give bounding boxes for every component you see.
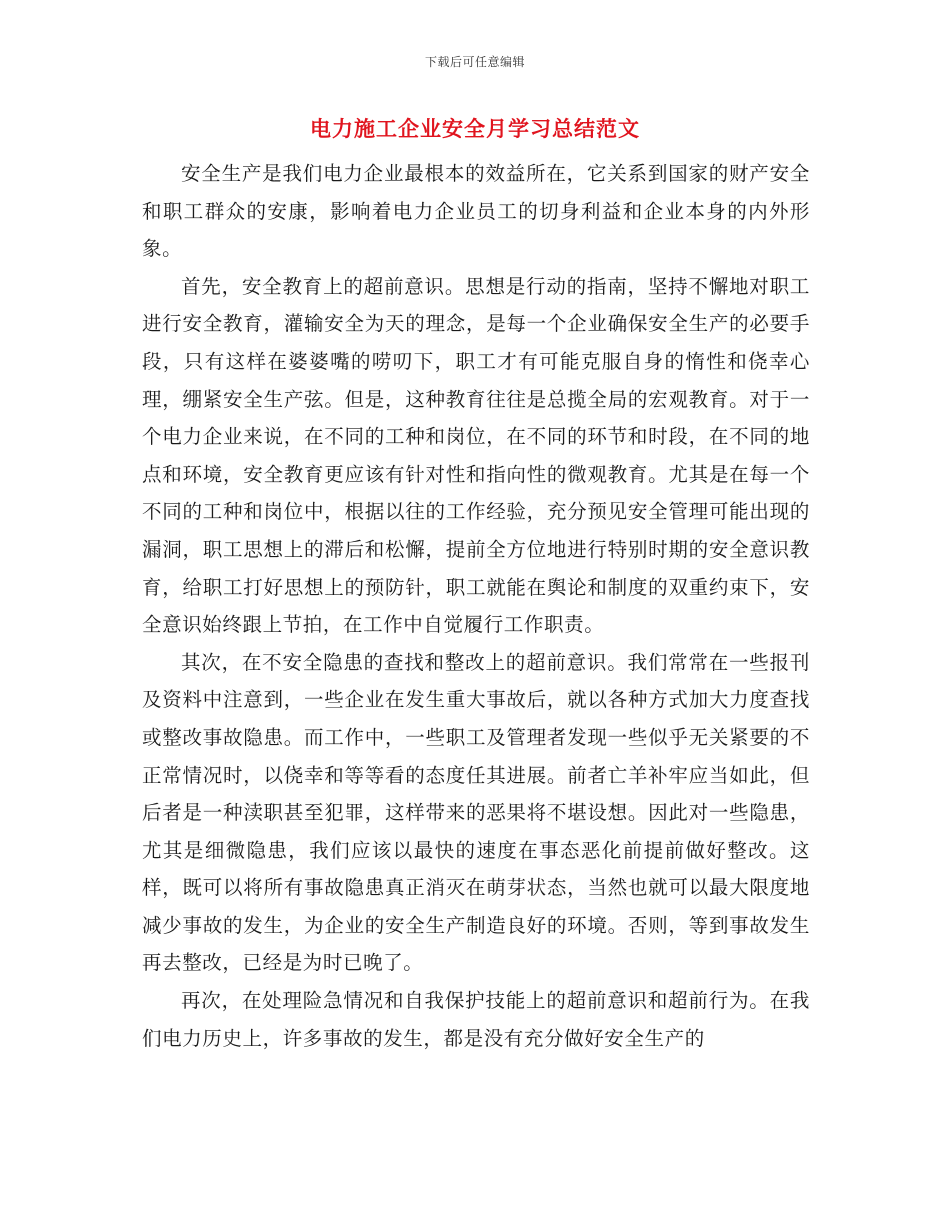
- header-note: 下载后可任意编辑: [424, 55, 525, 69]
- paragraph-intro: 安全生产是我们电力企业最根本的效益所在，它关系到国家的财产安全和职工群众的安康，影响着电力企业员工的切身利益和企业本身的内外形象。: [142, 162, 810, 261]
- paragraph-third: 再次，在处理险急情况和自我保护技能上的超前意识和超前行为。在我们电力历史上，许多事故的发生，都是没有充分做好安全生产的: [142, 989, 810, 1050]
- paragraph-second: 其次，在不安全隐患的查找和整改上的超前意识。我们常常在一些报刊及资料中注意到，一些企业在发生重大事故后，就以各种方式加大力度查找或整改事故隐患。而工作中，一些职工及管理者发现一些似乎无关紧要的不正常情况时，以侥幸和等等看的态度任其进展。前者亡羊补牢应当如此，但后者是一种渎职甚至犯罪，这样带来的恶果将不堪设想。因此对一些隐患，尤其是细微隐患，我们应该以最快的速度在事态恶化前提前做好整改。这样，既可以将所有事故隐患真正消灭在萌芽状态，当然也就可以最大限度地减少事故的发生，为企业的安全生产制造良好的环境。否则，等到事故发生再去整改，已经是为时已晚了。: [142, 650, 810, 975]
- document-title: 电力施工企业安全月学习总结范文: [310, 116, 640, 141]
- document-body: [142, 155, 810, 1057]
- paragraph-first: 首先，安全教育上的超前意识。思想是行动的指南，坚持不懈地对职工进行安全教育，灌输安全为天的理念，是每一个企业确保安全生产的必要手段，只有这样在婆婆嘴的唠叨下，职工才有可能克服自身的惰性和侥幸心理，绷紧安全生产弦。但是，这种教育往往是总揽全局的宏观教育。对于一个电力企业来说，在不同的工种和岗位，在不同的环节和时段，在不同的地点和环境，安全教育更应该有针对性和指向性的微观教育。尤其是在每一个不同的工种和岗位中，根据以往的工作经验，充分预见安全管理可能出现的漏洞，职工思想上的滞后和松懈，提前全方位地进行特别时期的安全意识教育，给职工打好思想上的预防针，职工就能在舆论和制度的双重约束下，安全意识始终跟上节拍，在工作中自觉履行工作职责。: [142, 274, 810, 637]
